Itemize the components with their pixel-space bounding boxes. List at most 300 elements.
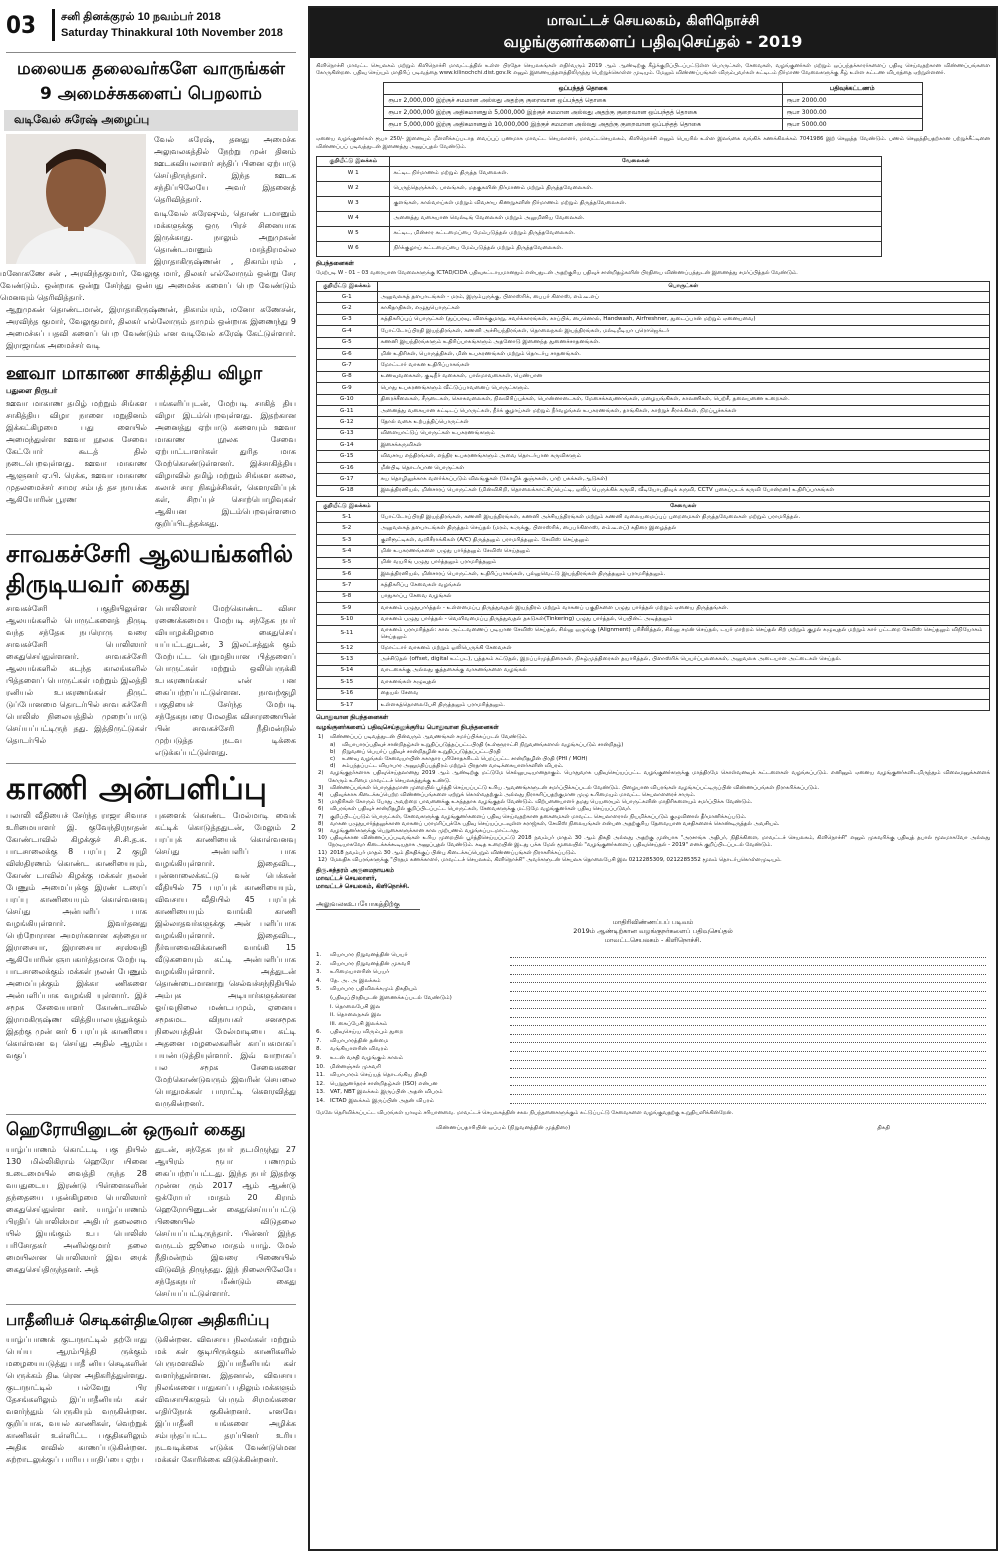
table-row xyxy=(317,348,990,359)
row-label: வாகனம் பழுதுபார்த்தல் - உள்ளமைப்பு திருத்துவதல் இயந்திரம் மற்றும் வாகனப் பகுதிகளை பழுது பார்த்தல் மற்றும் ஏனைய திருத்தங்கள். xyxy=(377,603,989,614)
form-signature-line xyxy=(316,1125,990,1132)
form-row-label: வியாபார பதிவிலக்கமும் திகதியும் xyxy=(330,986,418,993)
goods-body xyxy=(317,292,990,497)
condition-text: வழங்குனர்களுக்கு பெறுகைகளுக்கான கால முற்பணம் வழங்கப்படமாட்டாது. xyxy=(330,827,520,834)
table-row xyxy=(384,95,922,107)
condition-text: 2018 நவம்பர் மாதம் 30 ஆம் திகதிக்குப் பின்பு கிடைக்கப்பெறும் விண்ணப்பங்கள் நிராகரிக்கப்படும். xyxy=(330,849,577,856)
story2-headline: ஊவா மாகாண சாகித்திய விழா xyxy=(6,363,263,384)
row-code: G-2 xyxy=(317,303,378,314)
row-label: சுத்திகரிப்பு சேவைகள் வழங்கல் xyxy=(377,580,989,591)
row-code: S-16 xyxy=(317,688,378,699)
condition-number: c) xyxy=(330,755,336,762)
table-row xyxy=(317,665,990,676)
form-row xyxy=(316,1063,990,1072)
row-code: G-3 xyxy=(317,314,378,325)
fee-header-fee: பதிவுக்கட்டணம் xyxy=(782,83,922,95)
goods-header-code: குறியீட்டு இலக்கம் xyxy=(317,282,378,292)
form-title-3: மாவட்டசெயலகம் - கிளிநொச்சி. xyxy=(604,935,702,944)
works-header-name: வேலைகள் xyxy=(390,156,882,166)
fee-amount: ரூபா 2000.00 xyxy=(782,95,922,107)
form-row-label: வியாபாரத்தின் தன்மை xyxy=(330,1037,389,1044)
table-row xyxy=(317,569,990,580)
form-row-label: (பதிவுப்பிரதியுடன் இணைக்கப்படல் வேண்டும்) xyxy=(330,994,452,1001)
form-row-number: 10. xyxy=(316,1063,325,1070)
table-row xyxy=(317,642,990,653)
story5-p2: துடன், சந்தேக நபர் நடமிருந்து 27 ஆயிரம் ரூபா பணமும் கைப்பற்றப்பட்டது. இந்த நபர் இதற்கு முன்ன ரும் 2017 ஆம் ஆண்டு ஒக்ரோபர் மாதம் 20 கிராம் ஹெரோயினுடன் கைதுசெய்யப்பட்டு பிணையில் விடுதலை செய்யப்பட்டிருந்தார். பின்னர் இந்த வருடம் ஜூலை மாதம் யாழ். மேல் நீதிமன்றம் இவரை பிணையில் விடுவித் திருந்தது. இந் நிலையிலேயே சந்தேகநபர் மீண்டும் கைது செய்யப்பட்டுள்ளார். xyxy=(155,1145,296,1298)
form-row-label: i. தொலைபேசி இல xyxy=(330,1003,381,1010)
row-code: G-6 xyxy=(317,348,378,359)
table-row xyxy=(317,371,990,382)
table-row xyxy=(317,181,882,196)
condition-number: 1) xyxy=(318,734,324,741)
row-code: S-10 xyxy=(317,614,378,625)
row-code: W 4 xyxy=(317,211,390,226)
supplier-registration-notice xyxy=(308,6,998,1551)
form-fill-line[interactable] xyxy=(510,994,986,1001)
row-code: G-5 xyxy=(317,337,378,348)
services-header-name: சேவைகள் xyxy=(377,502,989,512)
story6-p1: யாழ்ப்பாணக் குடாநாட்டில் தற்போது பெய்ய ஆரம்பித்தி ருக்கும் மழையையடுத்து பாதீ னிய செடிகளின் பெருக்கம் திடீ ரென அதிகரித்துள்ளது. குடாநாட்டில் பல்வேறு பிர தேசங்களிலும் இப்பாதீனியங் கள் வளர்ந்தும் பெருகியும் வருகின்றன. குறிப்பாக, வயல் காணிகள், வெற்றுக் காணிகள் உள்ளிட்ட பகுதிகளிலும் அதிக ளவில் காணப்படுகின்றன. சுற்றாடலுக்குப் பாரிய பாதிப்பை ஏற்ப xyxy=(6,1335,147,1464)
form-row-number: 13. xyxy=(316,1089,325,1096)
table-row xyxy=(317,699,990,710)
row-label: இலத்திரனியல், மின்சாரப் பொருட்கள், உதிரிப்பாகங்கள், புல்லுவெட்டு இயந்திரங்கள் திருத்தலும் பராமரித்தலும். xyxy=(377,569,989,580)
condition-item xyxy=(316,857,990,864)
table-row xyxy=(317,614,990,625)
table-row xyxy=(317,462,990,473)
form-row-label: வியாபாரம் செய்யத் தொடங்கிய திகதி xyxy=(330,1072,427,1079)
row-label: மீன்பிடி தொடர்பான பொருட்கள் xyxy=(377,462,989,473)
row-code: S-6 xyxy=(317,569,378,580)
table-row xyxy=(317,512,990,523)
row-code: S-7 xyxy=(317,580,378,591)
fee-range: ரூபா 2,000,000 இற்குச் சமமான அல்லது அதற்கு குறைவான ஒப்பந்தத் தொகை xyxy=(384,95,782,107)
form-row-label: உடன் வசதி வழங்கும் காலம் xyxy=(330,1055,404,1062)
row-label: மின் வயரிங் பழுது பார்த்தலும் பராமரித்தலும் xyxy=(377,557,989,568)
form-row xyxy=(316,1054,990,1063)
row-label: வாடகைக்கு அல்லது குத்தகைக்கு வாகனங்களை வழங்கல் xyxy=(377,665,989,676)
form-row-label: ICTAD இலக்கம் இருப்பின் அதன் விபரம் xyxy=(330,1098,435,1105)
condition-number: 3) xyxy=(318,784,324,791)
condition-text: மேலதிக விபரங்களுக்கு "பிரதம கணக்காளர், மாவட்டச் செயலகம், கிளிநொச்சி" அவர்களுடன் செயலக தொலைபேசி இல 0212285309, 0212285352 மூலம் தொடர்புகொள்ளமுடியும். xyxy=(330,856,782,863)
table-row xyxy=(317,534,990,545)
story1-p2: வடிவேல் சுரேஷும், தொண் டமானும் மக்களுக்கு ஒரு பிரச் சினையாக இருக்காது. நாலும் அறுமுகன் தொண்டமானும் மாத்திரமல்ல இராதாகிருஷ்ணன் , திகாம்பரம் , மனோகணே சன் , அரவிந்தகுமார், வேலுகு மார், திலகர் எல்லோரும் ஒன்று சேர வேண்டும். ஒன்றாக ஒன்று சேர்ந்து ஒன்பது அமைச்சு களைப் பெற வேண்டும் மெனவும் தெரிவித்தார். xyxy=(0,209,296,302)
applicant-signature-label: விண்ணப்பதாரியின் ஒப்பம் (நிறுவனத்தின் முத்திரை) xyxy=(436,1124,571,1131)
form-row-number xyxy=(316,1020,330,1029)
condition-text: விபரங்கள் பதிவுச் சான்றிதழில் குறிப்பிடப்பட்ட பொருட்கள், சேவைகளுக்கு மட்டுமே வழங்குனர்கள் பதிவு செய்யப்படுவர். xyxy=(330,806,632,813)
table-row xyxy=(317,523,990,534)
fee-header-range: ஒப்பந்தத் தொகை xyxy=(384,83,782,95)
table-row xyxy=(317,314,990,325)
office-use-label: அலுவலகஉபயோகத்திற்கு xyxy=(316,900,420,910)
story1-headline: மலையக தலைவர்களே வாருங்கள் 9 அமைச்சுகளைப் பெறலாம் xyxy=(17,59,285,104)
form-row xyxy=(316,977,990,986)
notice-title-subject: வழங்குனர்களைப் பதிவுசெய்தல் - 2019 xyxy=(503,32,803,51)
application-form xyxy=(316,951,990,1106)
form-row xyxy=(316,1088,990,1097)
table-row xyxy=(317,303,990,314)
signer-title: மாவட்டச் செயலாளர், xyxy=(316,874,377,882)
form-row-label: மின்னஞ்சல் முகவரி xyxy=(330,1063,382,1070)
row-code: W 6 xyxy=(317,241,390,256)
condition-text: மாதிரிகள் கோரும் போது அவற்றை பாவனைக்கு உகந்ததாக வழங்குதல் வேண்டும். விற்பனையாளர் தமது பெயரையும் பொருட்களின் மாதிரிகளையும் சமர்ப்பிக்க வேண்டும். xyxy=(330,799,753,806)
table-row xyxy=(317,166,882,181)
form-row-number: 3. xyxy=(316,969,322,976)
row-code: S-12 xyxy=(317,642,378,653)
form-fill-line[interactable] xyxy=(510,1020,986,1027)
row-code: G-7 xyxy=(317,360,378,371)
row-code: W 3 xyxy=(317,196,390,211)
form-fill-line[interactable] xyxy=(510,1063,986,1070)
row-label: பொது உபகரணங்களும் வீட்டுப்பாவனைப் பொருட்களும். xyxy=(377,383,989,394)
table-row xyxy=(317,485,990,496)
form-row-number xyxy=(316,1011,330,1020)
story4-p2: புகளைக் கொண்ட மேல்மாடி வைக் கட்டிக் கொடுத்ததுடன், மேலும் 2 பரப்புக் காணியைக் கொள்வனவு செய்து அன்பளிப் பாக வழங்கியுள்ளார். இதைவிட, புன்னாலைக்கட்டு வன் பெக்கன் வீதியில் 75 பரப்புக் காணியையும், விவசாய வீதியில் 45 பரப்புக் காணியையும் வாங்கி காணி இல்லாதவர்களுக்கு அன் பளிப்பாக வழங்கியுள்ளார். இதைவிட, நீர்வாவைவிக்காணி வாங்கி 15 வீடுகளையும் கட்டி அன்பளிப்பாக வழங்கியுள்ளார். அத்துடன் தொண்டைமானாறு செல்வச்சந்நிதியில் அம்புக அடியார்களுக்கான ஓய்வுநிலை மண்டபமும், ஏனைய சமூகமட விநாயகர் சனசமூக நிலையத்தின் மேல்மாடியை கட்டி அதனை மழலைகளின் காப்பகமாகப் பயன்படுத்தியுள்ளார். இவ் வாறாகப் பல சமூக சேவைகளை மேற்கொண்டுவரும் இவரின் செயலை பொதுமக்கள் பாராட்டி கௌரவித்து வருகின்றனர். xyxy=(155,811,296,1108)
row-label: விளையாட்டுப் பொருட்கள் உபகரணங்களும் xyxy=(377,428,989,439)
form-row-label: தே. அ. அ இலக்கம் xyxy=(330,977,381,984)
fee-range: ரூபா 2,000,000 இற்கு அதிகமானதும் 5,000,000 இற்குச் சமமான அல்லது அதற்கு குறைவான ஒப்பந்தத் தொகை xyxy=(384,107,782,119)
condition-item xyxy=(316,763,990,770)
condition-text: வாகன பழுதுபார்த்தலுக்கான வாகனப் பராமரிப்புக்கே பதிவு செய்யப்படவுள்ள கராஜ்கள், சேவிஸ் நிலையங்கள் என்பன அதற்குரிய தேவையான வசதிகளைக் கொண்டிருத்தல் அவசியம். xyxy=(330,820,780,827)
condition-item xyxy=(316,799,990,806)
table-row xyxy=(317,394,990,405)
form-fill-line[interactable] xyxy=(510,985,986,992)
fee-range: ரூபா 5,000,000 இற்கு அதிகமானதும் 10,000,000 இற்குச் சமமான அல்லது அதற்கு குறைவான ஒப்பந்தத் தொகை xyxy=(384,119,782,131)
table-row xyxy=(317,241,882,256)
fee-table xyxy=(383,82,922,131)
condition-number: 2) xyxy=(318,770,324,777)
form-fill-line[interactable] xyxy=(510,1045,986,1052)
table-row xyxy=(317,292,990,303)
form-row xyxy=(316,1020,990,1029)
form-row-number: 12. xyxy=(316,1080,325,1087)
story6-headline: பாதீனியச் செடிகள்திடீரென அதிகரிப்பு xyxy=(6,1311,270,1329)
condition-text: நிறுவனப் பெயர்ப் பதிவுச் சான்றிதழின் உறுதிப்படுத்தப்பட்டபிரதி xyxy=(342,748,501,755)
condition-item xyxy=(316,850,990,857)
condition-number: b) xyxy=(330,748,336,755)
services-header-code: குறியீட்டு இலக்கம் xyxy=(317,502,378,512)
row-label: தையல் சேவை xyxy=(377,688,989,699)
row-code: S-4 xyxy=(317,546,378,557)
table-row xyxy=(317,440,990,451)
condition-number: 10) xyxy=(318,835,327,842)
story3-p2: பொலிஸார் மேற்கொண்ட விசா ரணைக்கமைய மேற்படி சந்தேக நபர் வியாழக்கிழமை கைதுசெய் யப்பட்டதுடன், 3 இலட்சத்துக் கும் மேற்பட்ட பெறுமதியான பித்தளைப் பொருட்கள் மற்றும் ஒலிபெருக்கி உபகரணங்கள் என் பன கைப்பற்றப்பட்டுள்ளன. நாவற்குழி பகுதியைச் சேர்ந்த மேற்படி சந்தேகநபரை மேலதிக விசாரணையின் பின் சாவகச்சேரி நீதிமன்றில் முற்படுத்த நடவ டிக்கை எடுக்கப்பட்டுள்ளது. xyxy=(155,604,296,757)
condition-item xyxy=(316,770,990,784)
story3-body xyxy=(0,603,302,759)
form-row xyxy=(316,1071,990,1080)
row-code: G-12 xyxy=(317,417,378,428)
row-code: S-8 xyxy=(317,591,378,602)
form-fill-line[interactable] xyxy=(510,1011,986,1018)
form-title xyxy=(316,918,990,945)
row-label: குளிரூட்டிகள், வளிசீராக்கிகள் (A/C) திருத்தலும் பராமரித்தலும். சேவிஸ் செய்தலும் xyxy=(377,534,989,545)
condition-number: 9) xyxy=(318,827,324,834)
story5-p1: யாழ்ப்பாணம் கொட்டடி பகு தியில் 130 மில்லிகிராம் ஹெரோ யினை உடைமையில் வைத்தி ருந்த 28 வயதுடைய இரண்டு பிள்ளைகளின் தந்தையை பதன்கிழமை பொலிஸார் கைதுசெய்துள்ள னர். யாழ்ப்பாணம் பிரதிப் பொலிஸ்மா அதிபர் தலைமை யில் இயங்கும் உப பொலிஸ் பரிசோதகர் அனில்குமார் தலை மையிலான பொலிஸார் இவ ரைக் கைதுசெய்திருந்தனர். அத் xyxy=(6,1145,147,1274)
form-row xyxy=(316,985,990,994)
signer-office: மாவட்டச் செயலகம், கிளிநொச்சி. xyxy=(316,882,410,890)
form-row-label: வியாபார நிறுவனத்தின் முகவரி xyxy=(330,960,411,967)
notice-title xyxy=(310,8,996,58)
form-row-label: பெறுநுனர்தரச் சான்றிதழ்கள் (ISO) என்பன xyxy=(330,1080,438,1087)
story1-p3: ஆறுமுகன் தொண்டமான், இராதாகிருஷ்ணன், திகாம்பரம், மனோ கணேசன், அரவிந்த குமார், வேலுகுமார், திலகர் எல்லோரும் தாமும் ஒன்றாக இணைந்து 9 அமைச்சுப் பதவி களைப் பெற வேண்டும் என வடிவேல் சுரேஷ் கேட்டுள்ளார். இராஜாங்க அமைச்சர் வடி xyxy=(6,305,296,350)
row-label: அச்சிடுதல் (offset, digital உட்பட), புத்தகம் கட்டுதல், இறப்பர்முத்திரைகள், நிகழ்முத்திரைகள் தயாரித்தல், பிளாஸ்ரிக் பெயர்ப்பலகைகள், அலுவலக அடையாள அட்டைகள் செய்தல். xyxy=(377,654,989,665)
condition-text: விண்ணப்பப் படிவத்துடன் பின்வரும் ஆவணங்கள் சமர்ப்பிக்கப்படல் வேண்டும். xyxy=(330,734,528,741)
divider xyxy=(6,52,296,53)
table-row xyxy=(317,211,882,226)
story2-p1: ஊவா மாகாண தமிழ் மற்றும் சிங்கள சாகித்திய விழா நாளை மறுதினம் இக்கட்கிழமை பது ளையில் அமைந்துள்ள ஊவா நூலக சேவை கேட்போர் கூடத் தில் நடைபெறவுள்ளது. ஊவா மாகாண ஆளுனர் ஏ.பி. ரெக்க, ஊவா மாகாண முதலமைச்சர் சாமர சம்பத் தச நாயக்க ஆகியோரின் பூரண xyxy=(6,399,147,504)
row-label: இசைக்கருவிகள் xyxy=(377,440,989,451)
form-row-number: 9. xyxy=(316,1055,322,1062)
divider xyxy=(6,1114,296,1115)
page-header xyxy=(0,0,302,50)
condition-item xyxy=(316,749,990,756)
form-fill-line[interactable] xyxy=(510,960,986,967)
table-row xyxy=(384,119,922,131)
form-row xyxy=(316,960,990,969)
condition-number: 12) xyxy=(318,856,327,863)
conditions-title: நிபந்தனைகள் xyxy=(316,259,354,267)
condition-item xyxy=(316,821,990,828)
row-label: உள்ளகத்தொலைபேசி திருத்தலும் பராமரித்தலும். xyxy=(377,699,989,710)
table-row xyxy=(317,326,990,337)
goods-table xyxy=(316,281,990,497)
row-label: இலத்திரனியல், மின்சாரப் பொருட்கள் (மின்விசிறி, தொலைக்காட்சிப்பெட்டி, ஒலிப் பெருக்கிக் கருவி, வீடியோபதிவுக் கருவி, CCTV புகைப்படக் கருவி போன்றன) உதிரிப்பாகங்கள் xyxy=(377,485,989,496)
condition-number: 11) xyxy=(318,849,327,856)
form-row xyxy=(316,994,990,1003)
table-row xyxy=(317,603,990,614)
form-row xyxy=(316,1011,990,1020)
page-dates xyxy=(52,9,283,41)
row-code: G-8 xyxy=(317,371,378,382)
row-label: கணனி இயந்திரங்களும் உதிரிப்பாகங்களும் அதனோடு இணைந்த துணைச்சாதனங்கள். xyxy=(377,337,989,348)
condition-text: வழங்குநர்களாக பதிவுசெய்தலானது 2019 ஆம் ஆண்டிற்கு மட்டுமே செல்லுபடியானதாகும். பொதுவாக பதிவுசெய்யப்பட்ட வழங்குனர்களுக்கு மாத்திரமே கொள்வனவுக் கட்டளைகள் வழங்கப்படும். எனினும் ஏனைய வழங்குனர்களிடமிருந்தும் விலைமனுக்களைக் கோரும் உரிமை மாவட்டச் செயலகத்துக்கு உண்டு. xyxy=(328,770,990,784)
works-header-code: குறியீட்டு இலக்கம் xyxy=(317,156,390,166)
form-row xyxy=(316,951,990,960)
row-code: G-4 xyxy=(317,326,378,337)
row-label: அலுவலகத் தளபாடங்கள் - மரம், இரும்புருக்கு, பிளாஸ்ரிக், பைபர் கிளாஸ், எம்.டீ.எப் xyxy=(377,292,989,303)
row-label: பாதுகாப்பு சேவை வழங்கல் xyxy=(377,591,989,602)
politician-photo xyxy=(6,134,146,264)
table-row xyxy=(317,591,990,602)
conditions-list xyxy=(316,734,990,864)
form-row-number: 11. xyxy=(316,1072,325,1079)
form-fill-line[interactable] xyxy=(510,977,986,984)
works-table xyxy=(316,156,882,257)
row-code: S-5 xyxy=(317,557,378,568)
form-fill-line[interactable] xyxy=(510,968,986,975)
condition-item xyxy=(316,806,990,813)
form-fill-line[interactable] xyxy=(510,1080,986,1087)
table-row xyxy=(317,625,990,642)
row-label: மோட்டார் வாகன உதிரிப்பாகங்கள் xyxy=(377,360,989,371)
form-row-label: VAT, NBT இலக்கம் இருப்பின் அதன் விபரம் xyxy=(330,1089,443,1096)
row-label: வாகனங்கள் கழுவுதல் xyxy=(377,677,989,688)
row-code: S-9 xyxy=(317,603,378,614)
condition-number: a) xyxy=(330,741,336,748)
table-row xyxy=(317,196,882,211)
condition-item xyxy=(316,734,990,741)
form-fill-line[interactable] xyxy=(510,1054,986,1061)
form-row xyxy=(316,1037,990,1046)
condition-number: 7) xyxy=(318,813,324,820)
row-code: S-13 xyxy=(317,654,378,665)
notice-body xyxy=(310,58,996,1137)
condition-text: சம்பந்தப்பட்ட வியாபார அனுமதிப்பத்திரம் மற்றும் பிரதான வாடிக்கையாளர்களின் விபரம். xyxy=(342,763,564,770)
table-row xyxy=(317,451,990,462)
condition-item xyxy=(316,742,990,749)
row-label: அனைத்து வகையான கட்டிடப் பொருட்கள், நீர்க் குழாய்கள் மற்றும் நீர்வழங்கல் உபகரணங்கள், தாங்கிகள், காற்றுச் சீராக்கிகள், நிறப்பூச்சுக்கள் xyxy=(377,405,989,416)
row-label: அலுவலகத் தளபாடங்கள் திருத்தம் செய்தல் (மரம், உருக்கு, பிளாஸ்ரிக், பைபர்கிளாஸ், எம்.டீ.எப்) கதிரை இழைத்தல் xyxy=(377,523,989,534)
form-fill-line[interactable] xyxy=(510,1003,986,1010)
form-title-1: மாதிரிவிண்ணப்பப் படிவம் xyxy=(612,917,694,926)
form-title-2: 2019ம் ஆண்டிற்கான வழங்குநர்களைப் பதிவுசெய்தல் xyxy=(573,926,733,935)
row-code: S-14 xyxy=(317,665,378,676)
row-label: கட்டிட, மின்சார கட்டமைப்பை மேம்படுத்தல் மற்றும் திருத்தவேலைகள். xyxy=(390,226,882,241)
registration-conditions-title: வழங்குனர்களைப் பதிவுசெய்தலுக்குரிய பொதுவான நிபந்தனைகள் xyxy=(316,724,499,732)
form-row-number: 5. xyxy=(316,986,322,993)
fee-amount: ரூபா 3000.00 xyxy=(782,107,922,119)
divider xyxy=(6,1304,296,1305)
notice-intro: கிளிநொச்சி மாவட்ட செயலகம் மற்றும் கிளிநொச்சி மாவட்டத்தில் உள்ள பிரதேச செயலகங்கள் எதிர்வரும் 2019 ஆம் ஆண்டிற்கு கீழ்க்குறிப்பிடப்பட்டுள்ள பொருட்கள், சேவைகள், வழங்குனர்கள் மற்றும் ஒப்பந்தக்காரர்களைப் பதிவு செய்வதற்கான விண்ணப்பங்களை கோருகின்றன. பதிவு செய்யும் மாதிரிப் படிவத்தை www.kilinochchi.dist.gov.lk எனும் இணையத்தளத்திலிருந்து பெற்றுக்கொள்ள முடியும். மேலும் விண்ணப்பங்கள் விரும்புவர்கள் கட்டிடம் நிர்மாண வேலைகளுக்கு கீழ் உள்ள கட்டண விபரத்தை ஏற்றுள்ளனர். xyxy=(316,63,990,77)
row-label: மின் உபகரணங்களை பழுது பார்த்தலும் சேவிஸ் செய்தலும் xyxy=(377,546,989,557)
signature-block xyxy=(316,867,990,891)
row-code: W 2 xyxy=(317,181,390,196)
condition-number: 5) xyxy=(318,799,324,806)
row-label: நிர்க்குழாய் கட்டமைப்பை மேம்படுத்தல் மற்றும் திருத்தவேலைகள். xyxy=(390,241,882,256)
condition-text: விண்ணப்பங்கள் பொருத்தமான முறையில் பூர்த்தி செய்யப்பட்டு உரிய ஆவணங்களுடன் சமர்ப்பிக்கப்படல் வேண்டும். பிழையான விபரங்கள் வழங்கப்பட்டிருப்பின் விண்ணப்பங்கள் நிராகரிக்கப்படும். xyxy=(330,784,820,791)
row-code: G-15 xyxy=(317,451,378,462)
row-code: S-1 xyxy=(317,512,378,523)
story5-headline: ஹெரோயினுடன் ஒருவர் கைது xyxy=(6,1120,246,1140)
table-row xyxy=(317,654,990,665)
story2-byline: பதுளை நிருபர் xyxy=(6,386,58,395)
story1-p1: வேல் சுரேஷ், தனது அமைச்சு அலுவலகத்தில் நேற்று முன் தினம் ஊடகவியலாளர் சந்திப் பினை ஏற்பாடு செய்திருந்தார். இந்த ஊடக சந்திப்பிலேயே அவர் இதனைத் தெரிவித்தார். xyxy=(154,135,296,204)
table-row xyxy=(317,474,990,485)
form-row-number: 2. xyxy=(316,960,322,967)
table-row xyxy=(317,428,990,439)
table-row xyxy=(317,677,990,688)
row-code: S-11 xyxy=(317,625,378,642)
form-row xyxy=(316,968,990,977)
divider xyxy=(6,763,296,764)
story2-p2: பங்களிப்புடன், மேற்படி சாகித் திய விழா இடம்பெறவுள்ளது. இதற்கான அனைத்து ஏற்பாடு களையும் ஊவா மாகாண நூலக சேவை ஏற்பாட்டாளர்கள் துரித மாக மேற்கொண்டுள்ளனர். இச்சாகித்திய விழாவில் தமிழ் மற்றும் சிங்கள கலை, கலாச் சார நிகழ்ச்சிகள், கௌரவிப்புக் கள், சிறப்புச் சொற்பொழிவுகள் ஆகியன இடம்பெறவுள்ளமை குறிப்பிடத்தக்கது. xyxy=(155,399,296,528)
fee-note: ஏனைய வழங்குனர்கள் ரூபா 250/- இனையும் மீளளிக்கப்படாத வைப்புப் பணமாக மாவட்ட செயலாளர், மாவட்டசெயலகம், கிளிநொச்சி எனும் பெயரில் உள்ள இலங்கை வங்கிக் கணக்கிலக்கம் 7041986 இற் செலுத்த வேண்டும். பணம் செலுத்தியதற்கான பற்றுச்சீட்டினை விண்ணப்பப் படிவத்துடன் இணைத்து அனுப்புதல் வேண்டும். xyxy=(316,136,990,150)
form-row xyxy=(316,1045,990,1054)
form-row-number: 6. xyxy=(316,1029,322,1036)
signer-name: திரு.சுந்தரம் அருமைநாயகம் xyxy=(316,866,394,874)
table-row xyxy=(317,226,882,241)
form-fill-line[interactable] xyxy=(510,1071,986,1078)
work-condition: மேற்படி W - 01 – 03 வரையான வேலைகளுக்கு ICTAD/CIDA பதிவுகட்டாயமானதும் என்பதுடன் அதற்குரிய பதிவுச் சான்றிதழ்களின் பிரதியை விண்ணப்பத்துடன் இணைத்து சமர்ப்பித்தல் வேண்டும். xyxy=(316,269,798,276)
form-row-label: ii. தொலைநகல் இல xyxy=(330,1012,382,1019)
form-row-number xyxy=(316,1003,330,1012)
row-code: G-1 xyxy=(317,292,378,303)
condition-item xyxy=(316,814,990,821)
form-fill-line[interactable] xyxy=(510,1037,986,1044)
row-label: மோட்டார் வாகனம் மற்றும் ஓலிபெருக்கி சேவைகள் xyxy=(377,642,989,653)
story3-p1: சாவகச்சேரி பகுதியிலுள்ள ஆலயங்களில் பொருட்களைத் திருடி வந்த சந்தேக நபரொரு வரை சாவகச்சேரி பொலிஸார் கைதுசெய்துள்ளனர். சாவகச்சேரி ஆலயங்களில் கடந்த காலங்களில் பித்தளைப் பொருட்கள் மற்றும் இலத்தி ரனியல் உபகரணங்கள் திருட் டுப்போனமை தொடர்பில் சாவ கச்சேரி பொலிஸ் நிலையத்தில் முறைப்பாடு செய்யப்பட்டிருந் தது. இத்திருட்டுகள் தொடர்பில் xyxy=(6,604,147,745)
table-row xyxy=(317,360,990,371)
story5-body xyxy=(0,1144,302,1300)
row-code: S-17 xyxy=(317,699,378,710)
form-row-number: 7. xyxy=(316,1037,322,1044)
date-tamil: சனி தினக்குரல் 10 நவம்பர் 2018 xyxy=(61,11,221,23)
story1-subhead: வடிவேல் சுரேஷ் அழைப்பு xyxy=(4,110,298,131)
row-label: வாகனம் பராமரித்தல்: கால அட்டவணைப் படியான சேவிஸ் செய்தல், சில்லு ஒழுங்கு (Alignment) பரிசீலித்தல், சில்லு சமன் செய்தல், டயர் மாற்றம் செய்தல் சிற் மற்றும் குழல் கழுவுதல் மற்றும் கார் பட்டறை சேவிஸ் செய்தலும் விநியோகம் செய்தலும் xyxy=(377,625,989,642)
form-row-number: 14. xyxy=(316,1098,325,1105)
form-row-label: iii. கைப்பேசி இலக்கம் xyxy=(330,1020,388,1027)
form-fill-line[interactable] xyxy=(510,1088,986,1095)
divider xyxy=(6,534,296,535)
declaration: மேலே தெரிவிக்கப்பட்ட விபரங்கள் யாவும் சரியானவை. மாவட்டச் செயலகத்தின் சகல நிபந்தனைகளுக்கும் கட்டுப்பட்டு சேவைகளை வழங்குவதற்கு உறுதியளிக்கின்றேன். xyxy=(316,1109,734,1116)
row-label: அனைத்து வகையான வெல்டிங் வேலைகள் மற்றும் அலுமினிய வேலைகள். xyxy=(390,211,882,226)
row-code: G-9 xyxy=(317,383,378,394)
form-row xyxy=(316,1003,990,1012)
divider xyxy=(6,356,296,357)
row-code: G-17 xyxy=(317,474,378,485)
news-column xyxy=(0,52,302,1556)
form-row-label: உரிமையாளரின் பெயர் xyxy=(330,969,390,976)
fee-amount: ரூபா 5000.00 xyxy=(782,119,922,131)
row-code: G-11 xyxy=(317,405,378,416)
form-fill-line[interactable] xyxy=(510,1097,986,1104)
date-english: Saturday Thinakkural 10th November 2018 xyxy=(61,27,283,39)
date-label: திகதி xyxy=(877,1124,890,1131)
condition-number: d) xyxy=(330,763,336,770)
story3-headline: சாவகச்சேரி ஆலயங்களில் திருடியவர் கைது xyxy=(6,540,294,598)
services-body xyxy=(317,512,990,711)
table-row xyxy=(317,405,990,416)
row-label: விவசாய எந்திரங்கள், எந்திர உபகரணங்களும் அவை தொடர்பான கருவிகளும் xyxy=(377,451,989,462)
table-row xyxy=(317,580,990,591)
goods-header-name: பொருட்கள் xyxy=(377,282,989,292)
row-label: சுய தொழிலுக்காக வளர்க்கப்படும் விலங்குகள் (கோழிக் குஞ்சுகள், பாற் பசுக்கள்,ஆடுகள்) xyxy=(377,474,989,485)
table-row xyxy=(317,688,990,699)
row-code: G-10 xyxy=(317,394,378,405)
row-label: தோல் வகை உற்பத்திப்பொருட்கள் xyxy=(377,417,989,428)
row-label: திரைச்சீலைகள், சீருடைகள், கொசுவலைகள், நிலவிரிப்புக்கள், பொன்னாடைகள், மேசைக்கவணாங்கள், மழையங்கிகள், காலணிகள், பெற்சீ, தலையணை உறைகள். xyxy=(377,394,989,405)
condition-text: பதிவுக்கான விண்ணப்பப்படிவங்கள் உரிய முறையில் பூர்த்திசெய்யப்பட்டு 2018 நவம்பர் மாதம் 30 ஆம் திகதி அல்லது அதற்கு முன்பாக "அரசாங்க அதிபர், நிதிக்கிளை, மாவட்டச் செயலகம், கிளிநொச்சி" எனும் முகவரிக்கு பதிவுத் தபால் மூலமாகவோ அல்லது நேரடியாகவோ கிடைக்கக்கூடியதாக அனுப்புதல் வேண்டும். கடித உறையின் இடது பக்க மேல் மூலையில் "வழங்குனர்களைப் பதிவுசெய்தல் - 2019" எனக் குறிப்பிடப்படல் வேண்டும். xyxy=(328,835,990,849)
condition-item xyxy=(316,835,990,849)
row-code: G-16 xyxy=(317,462,378,473)
row-label: உணவுவகைகள், குடிநீர் வகைகள், பால்மாவகைகள், பெண்பான xyxy=(377,371,989,382)
row-code: S-15 xyxy=(317,677,378,688)
condition-text: வியாபாரப்பதிவுச் சான்றிதழ்கள் உறுதிப்படுத்தப்பட்டபிரதி (உள்ளூராட்சி நிறுவனங்களால் வழங்கப்படும் சான்றிதழ்) xyxy=(342,741,624,748)
row-label: குளங்கள், கால்வாய்கள் மற்றும் விவசாய கிணறுகளின் நிர்மாணம் மற்றும் திருத்தவேலைகள். xyxy=(390,196,882,211)
row-label: மின் உதிரிகள், பொருத்திகள், மின் உபகரணங்கள் மற்றும் தொடர்பு சாதனங்கள். xyxy=(377,348,989,359)
form-row-label: வியாபார நிறுவனத்தின் பெயர் xyxy=(330,951,408,958)
row-label: சுத்திகரிப்புப் பொருட்கள் (துப்பரவு, விளக்குமாறு, சவர்க்காரங்கள், காப்பிக், பைனொல், Handwash, Airfreshner, துடைப்பான் மற்றும் ஏனையவை) xyxy=(377,314,989,325)
row-label: பெருந்தெருக்கள், பாலங்கள், மதகுகளின் நிர்மாணம் மற்றும் திருத்தவேலைகள். xyxy=(390,181,882,196)
row-label: கட்டிட நிர்மாணம் மற்றும் திருத்த வேலைகள். xyxy=(390,166,882,181)
form-row xyxy=(316,1080,990,1089)
condition-number: 8) xyxy=(318,820,324,827)
form-fill-line[interactable] xyxy=(510,951,986,958)
services-table xyxy=(316,501,990,711)
row-code: G-18 xyxy=(317,485,378,496)
form-fill-line[interactable] xyxy=(510,1028,986,1035)
row-code: S-2 xyxy=(317,523,378,534)
table-row xyxy=(317,417,990,428)
row-label: வாகனம் பழுது பார்த்தல் - வெளிவமைப்பு திருத்துவதல் தகடுகள்(Tinkering) பழுது பார்த்தல், பெயின்ட் அடித்தலும் xyxy=(377,614,989,625)
condition-item xyxy=(316,828,990,835)
condition-text: குறிப்பிடப்படும் பொருட்கள், சேவைகளுக்கு வழங்குனர்களைப் பதிவு செய்வதற்கான தகைமைகள் மாவட்ட செயலாளரால் நியமிக்கப்படும் குழுவினால் தீர்மானிக்கப்படும். xyxy=(330,813,747,820)
row-label: போட்டோப்பிரதி இயந்திரங்கள், கணனி அச்சியந்திரங்கள், தொலைநகல் இயந்திரங்கள், மல்டிமீடியா புரொஜெக்டர் xyxy=(377,326,989,337)
story4-p1: பலாலி வீதியைச் சேர்ந்த ராஜா சிவாச உரிமையாளர் இ. குவேந்திரநாதன் கோண்டாவில் கிழக்குச் சி.சி.த.க. பாடசாலைக்கு 8 பரப்பு 2 குழி விஸ்திரணம் கொண்ட காணியையும், கோண் டாவில் கிழக்கு மக்கள் நலன் பேணும் அமைப்புக்கு இரண் டரைப் பரப்பு காணியையும் கொள்வனவு செய்து அன்பளிப் பாக வழங்கியுள்ளார். இவர்தனது பெற்றோரான அமரர்களான கந்தையா இராசையா, இராசையா சரஸ்வதி ஆகியோரின் ஞாபகார்த்தமாக மேற்படி பாடசாலைக்கும் மக்கள் நலன் பேணும் அமைப்புக்கும் இக்கா ணிகளை அன்பளிப்பாக வழங்கி யுள்ளார். இச் சமூக சேவையாளர் கோண்டாவில் இராமகிருஷ்ண வித்தியாலயத்துக்கும் இதற்கு முன் னர் 6 பரப்புக் காணியை கொள்வன வு செய்து அதில் ஆரம்ப வகுப் xyxy=(6,811,147,1060)
story4-body xyxy=(0,810,302,1110)
condition-item xyxy=(316,785,990,792)
condition-text: பதிவுக்காக கிடைக்கப்பெற்ற விண்ணப்பங்களை ஏற்றுக் கொள்வதற்கும் அல்லது நிராகரிப்பதற்குமான முழு உரிமையும் மாவட்ட செயலாளரைச் சாரும். xyxy=(330,791,696,798)
condition-number: 4) xyxy=(318,791,324,798)
